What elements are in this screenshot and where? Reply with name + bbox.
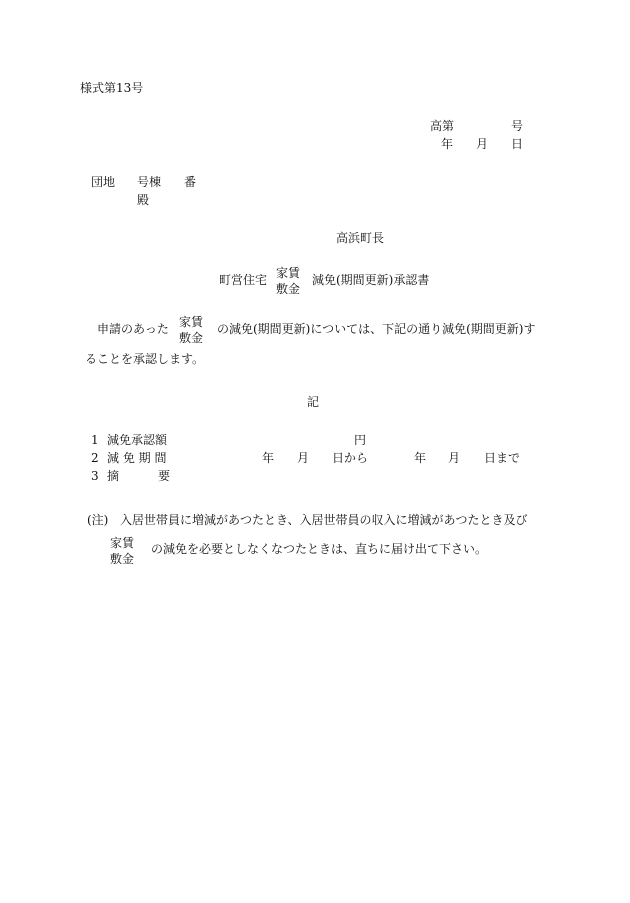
item-2-day-from: 日から <box>332 451 369 465</box>
date-day: 日 <box>511 137 524 151</box>
note-line1: 入居世帯員に増減があつたとき、入居世帯員の収入に増減があつたとき及び <box>120 513 528 527</box>
date-year: 年 <box>441 137 454 151</box>
addressee-danchi: 団地 <box>91 175 116 189</box>
note-line2-rest: の減免を必要としなくなつたときは、直ちに届け出て下さい。 <box>151 542 488 556</box>
item-2-year-from: 年 <box>262 451 275 465</box>
item-1-number: 1 <box>91 433 99 447</box>
title-option-rent: 家賃 <box>276 266 301 280</box>
item-2-day-until: 日まで <box>484 451 521 465</box>
item-1-yen: 円 <box>354 433 367 447</box>
addressee-ban: 番 <box>184 175 197 189</box>
body-lead: 申請のあった <box>97 322 169 336</box>
title-option-stack <box>276 265 300 297</box>
form-number: 様式第13号 <box>80 81 144 95</box>
issuer: 高浜町長 <box>336 231 385 245</box>
body-option-stack <box>179 314 203 346</box>
doc-number-suffix: 号 <box>511 119 524 133</box>
item-1-label: 減免承認額 <box>107 433 168 447</box>
body-line2: ることを承認します。 <box>85 352 205 366</box>
title-option-deposit: 敷金 <box>276 282 301 296</box>
item-2-label: 減 免 期 間 <box>107 451 167 465</box>
ki-heading: 記 <box>307 395 320 409</box>
item-3-label-a: 摘 <box>107 469 120 483</box>
addressee-go-to: 号棟 <box>137 175 162 189</box>
note-option-rent: 家賃 <box>110 536 135 550</box>
item-2-month-until: 月 <box>448 451 461 465</box>
body-option-rent: 家賃 <box>179 315 204 329</box>
note-option-stack <box>110 535 134 567</box>
title-suffix: 減免(期間更新)承認書 <box>312 273 430 287</box>
item-2-month-from: 月 <box>297 451 310 465</box>
item-3-label-b: 要 <box>158 469 171 483</box>
doc-number-prefix: 高第 <box>430 119 455 133</box>
addressee-dono: 殿 <box>137 193 150 207</box>
title-prefix: 町営住宅 <box>219 273 268 287</box>
note-marker: (注) <box>87 513 109 527</box>
body-option-deposit: 敷金 <box>179 331 204 345</box>
note-option-deposit: 敷金 <box>110 552 135 566</box>
item-3-number: 3 <box>91 469 99 483</box>
item-2-number: 2 <box>91 451 99 465</box>
item-2-year-until: 年 <box>414 451 427 465</box>
body-line1-rest: の減免(期間更新)については、下記の通り減免(期間更新)す <box>217 322 536 336</box>
date-month: 月 <box>476 137 489 151</box>
